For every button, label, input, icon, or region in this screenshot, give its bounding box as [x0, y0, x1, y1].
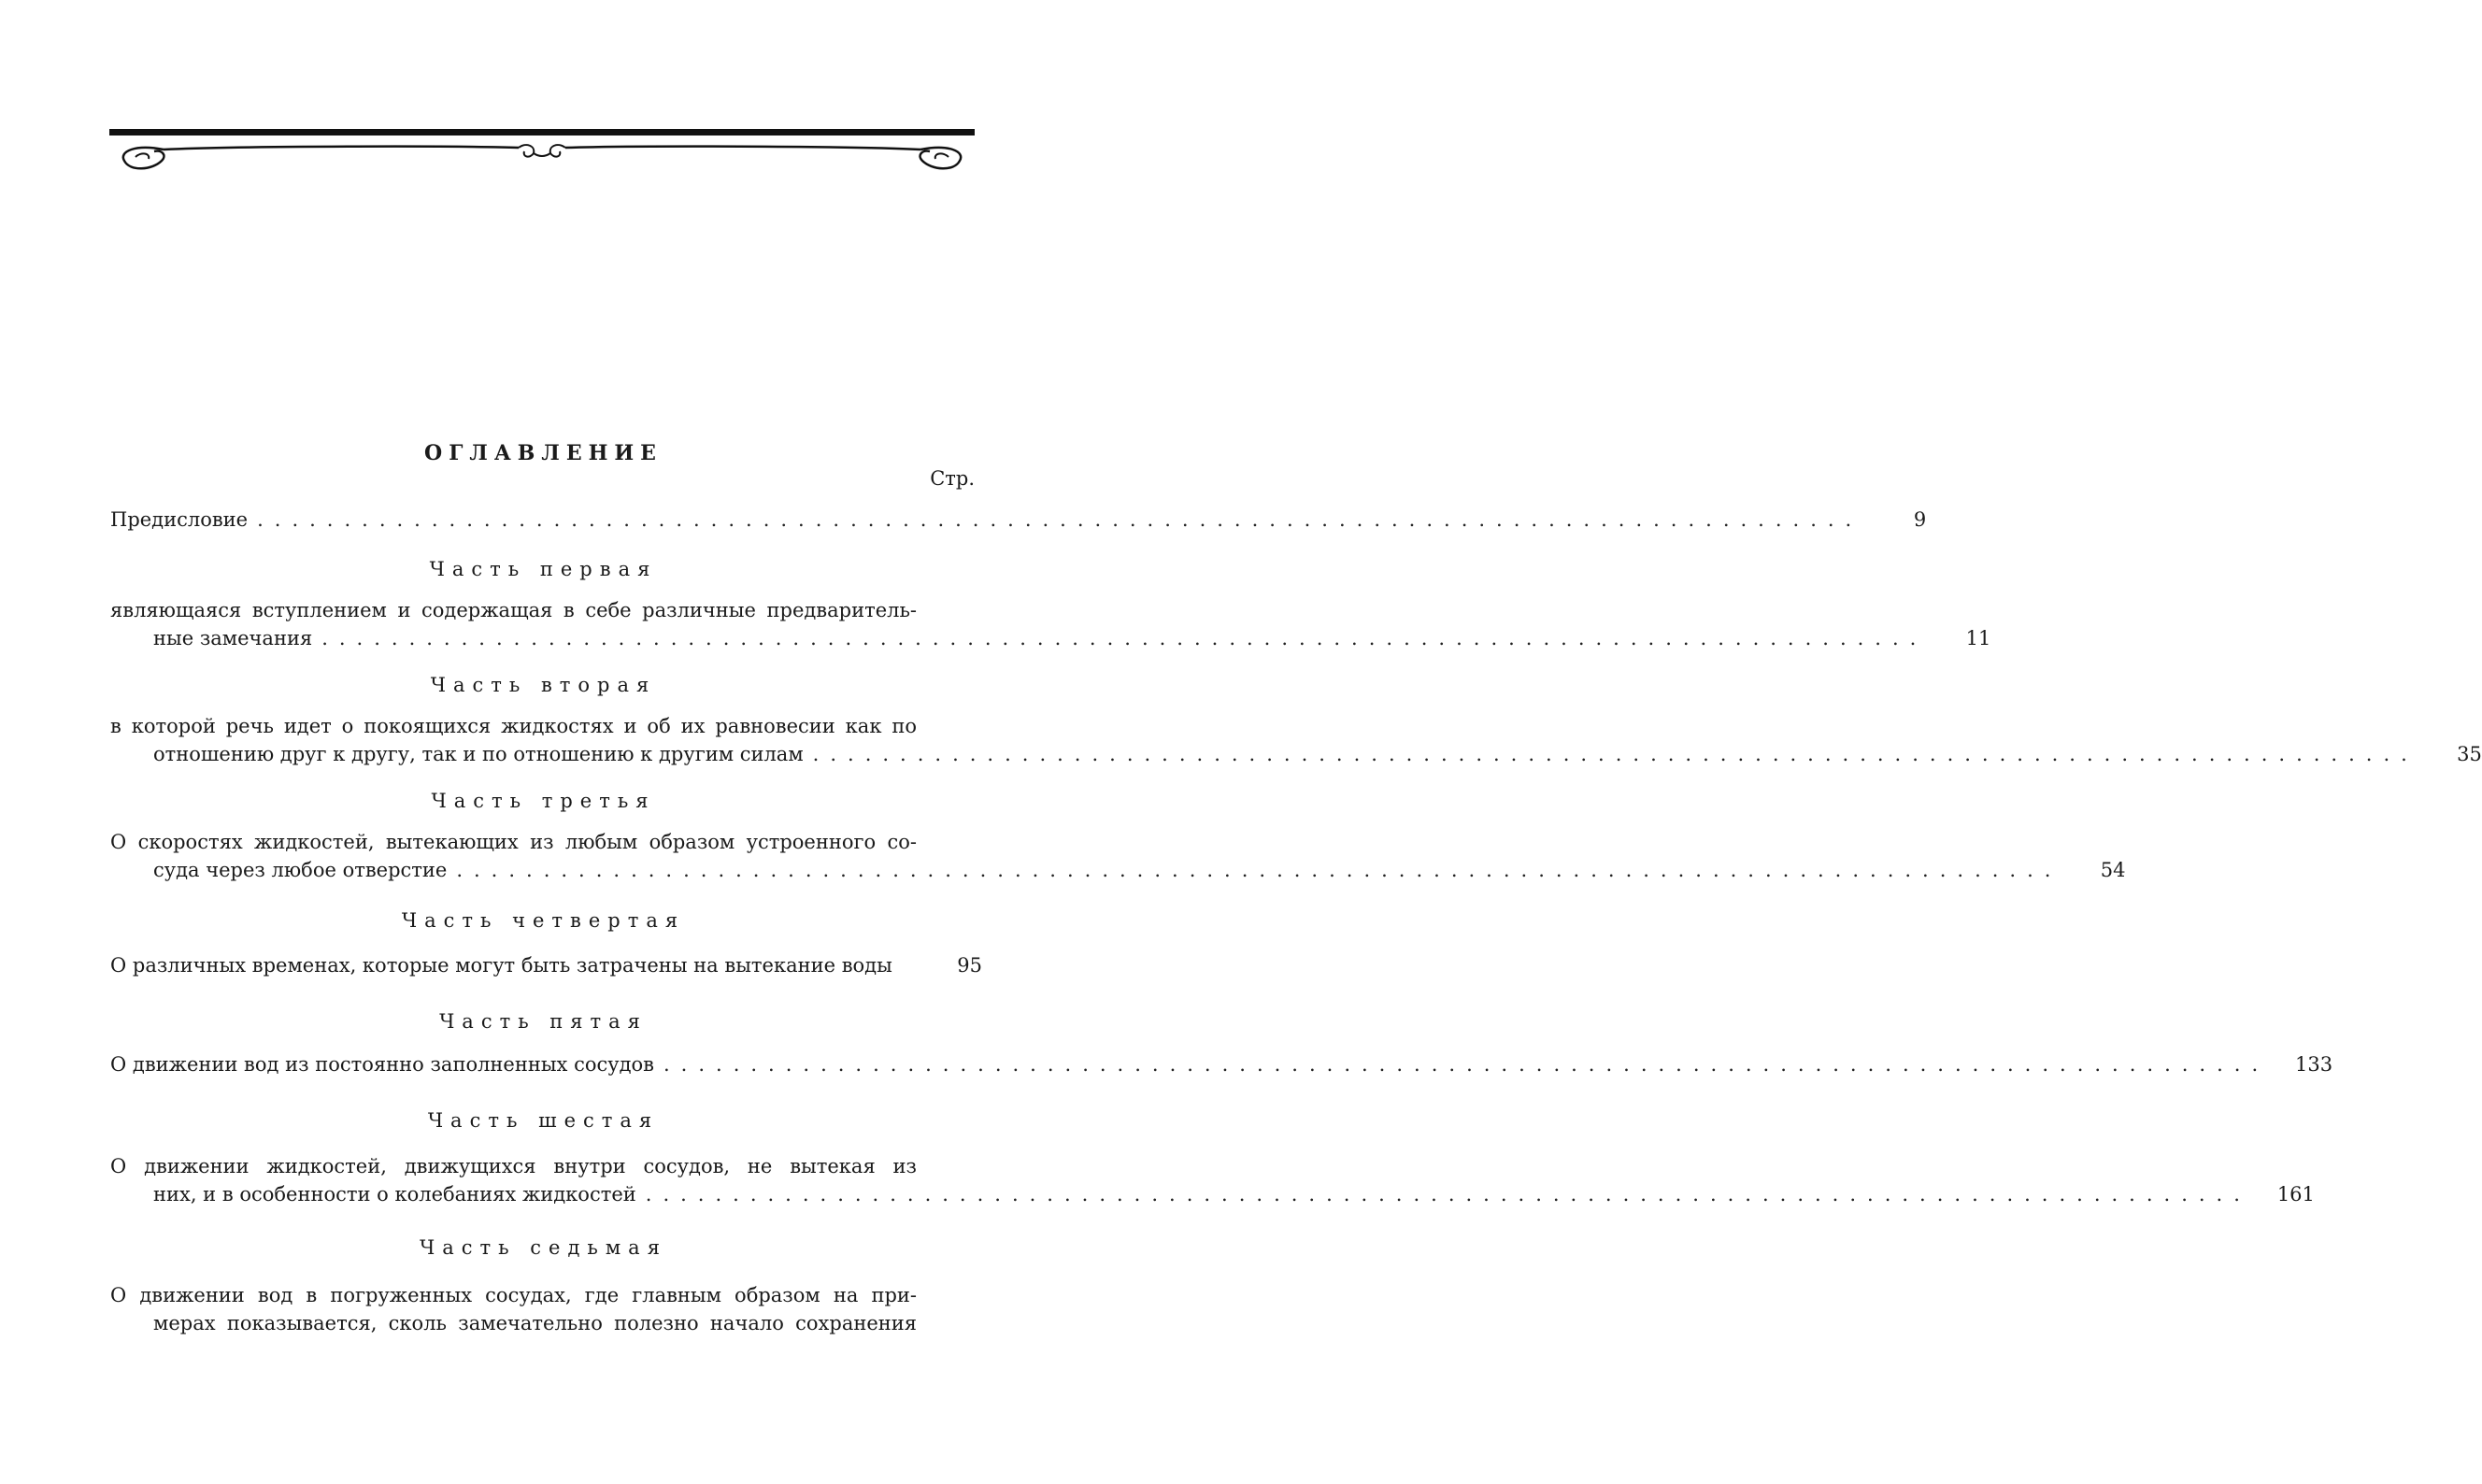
page-column-label: Стр. — [930, 467, 975, 490]
page-number: 133 — [2295, 1053, 2333, 1076]
entry-text: О движении жидкостей, движущихся внутри сосудов, не вытекая из — [110, 1155, 917, 1177]
page-number: 54 — [2100, 859, 2126, 881]
entry-text: О движении вод в погруженных сосудах, где главным образом на при- — [110, 1284, 917, 1306]
page-number: 95 — [957, 954, 982, 977]
part-heading: Часть седьмая — [420, 1236, 667, 1259]
entry-text: О различных временах, которые могут быть затрачены на вытекание воды — [110, 954, 892, 977]
part-heading: Часть вторая — [430, 674, 657, 696]
dot-leader: ............................................................................................ — [257, 508, 1863, 531]
header-ornament — [107, 123, 977, 179]
part-heading: Часть четвертая — [401, 909, 686, 932]
entry-text: О движении вод из постоянно заполненных сосудов — [110, 1053, 654, 1076]
entry-text: отношению друг к другу, так и по отношению к другим силам — [153, 743, 804, 765]
toc-entry-preface[interactable] — [110, 506, 1927, 534]
entry-text: Предисловие — [110, 508, 249, 531]
page-number: 161 — [2276, 1183, 2315, 1206]
page-number: 11 — [1965, 627, 1991, 649]
entry-text: О скоростях жидкостей, вытекающих из любым образом устроенного со- — [110, 831, 917, 853]
page-number: 35 — [2457, 743, 2482, 765]
entry-text: в которой речь идет о покоящихся жидкостях и об их равновесии как по — [110, 715, 917, 737]
page-number: 9 — [1913, 508, 1927, 531]
entry-text: ные замечания — [153, 627, 313, 649]
toc-entry[interactable] — [110, 712, 2482, 768]
part-heading: Часть шестая — [427, 1109, 660, 1132]
entry-text: суда через любое отверстие — [153, 859, 448, 881]
toc-entry[interactable] — [110, 828, 2126, 884]
entry-text: мерах показывается, сколь замечательно полезно начало сохранения — [153, 1312, 917, 1334]
entry-text: них, и в особенности о колебаниях жидкостей — [153, 1183, 636, 1206]
part-heading: Часть первая — [429, 558, 658, 580]
toc-entry[interactable] — [110, 1152, 2315, 1208]
toc-entry[interactable] — [110, 951, 982, 979]
part-heading: Часть третья — [431, 790, 656, 812]
dot-leader: ............................................................................................ — [663, 1053, 2270, 1076]
toc-entry[interactable] — [110, 596, 1991, 652]
dot-leader: ............................................................................................ — [812, 743, 2418, 765]
dot-leader: ............................................................................................ — [321, 627, 1928, 649]
toc-entry[interactable] — [110, 1281, 982, 1337]
part-heading: Часть пятая — [439, 1010, 648, 1033]
toc-title: ОГЛАВЛЕНИЕ — [424, 441, 663, 465]
dot-leader: ............................................................................................ — [456, 859, 2062, 881]
toc-entry[interactable] — [110, 1050, 2333, 1078]
entry-text: являющаяся вступлением и содержащая в себе различные предваритель- — [110, 599, 917, 621]
dot-leader: ............................................................................................ — [645, 1183, 2251, 1206]
